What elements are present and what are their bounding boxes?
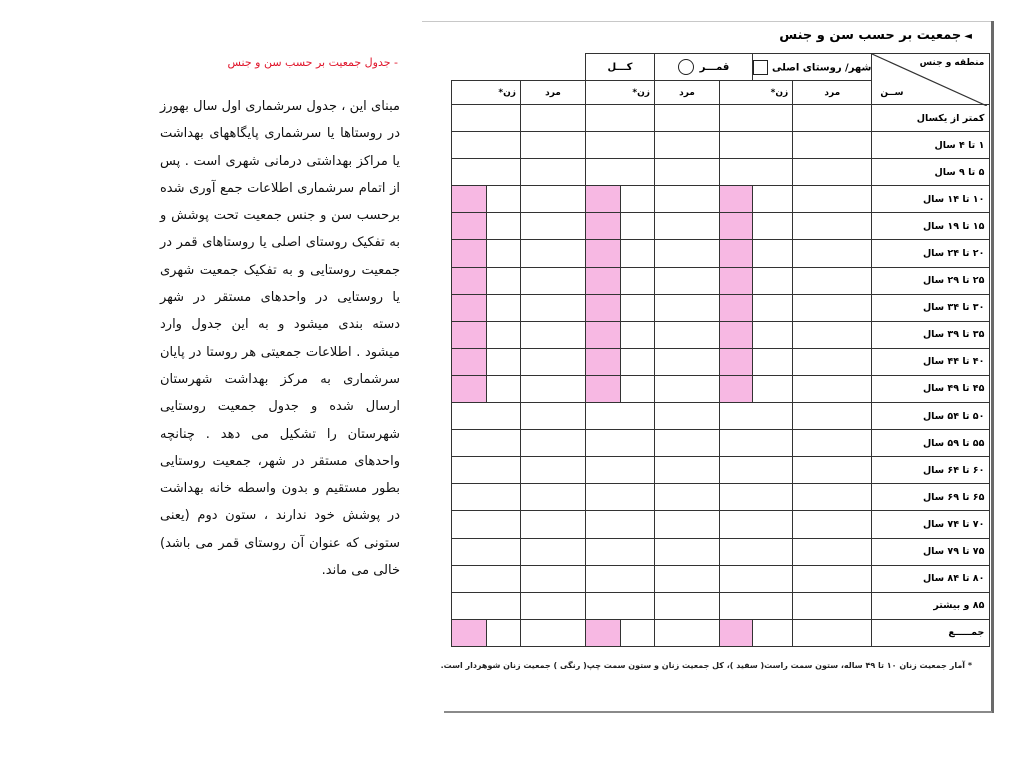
female-married-cell[interactable] xyxy=(720,240,753,267)
table-row xyxy=(452,403,990,430)
female-married-cell[interactable] xyxy=(586,213,621,240)
table-row xyxy=(452,457,990,484)
female-count-cell[interactable] xyxy=(452,403,521,430)
group-header-city-main-village xyxy=(753,54,872,81)
female-total-cell[interactable] xyxy=(620,294,655,321)
male-count-cell[interactable] xyxy=(521,348,586,375)
group-label-satellite: قمـــر xyxy=(699,62,730,73)
female-married-cell[interactable] xyxy=(720,375,753,402)
age-group-label: ۷۰ تا ۷۴ سال xyxy=(872,511,990,538)
male-count-cell[interactable] xyxy=(793,619,872,646)
male-count-cell[interactable] xyxy=(793,132,872,159)
female-married-cell[interactable] xyxy=(720,267,753,294)
population-table-wrap xyxy=(451,53,990,647)
male-header: مرد xyxy=(521,81,586,105)
table-row xyxy=(452,294,990,321)
male-count-cell[interactable] xyxy=(793,105,872,132)
form-right-edge xyxy=(991,21,994,713)
form-footnote: * آمار جمعیت زنان ۱۰ تا ۴۹ ساله، ستون سمت راست( سفید )، کل جمعیت زنان و ستون سمت چپ( رنگی ) جمعیت زنان شوهردار است. xyxy=(440,661,972,670)
male-count-cell[interactable] xyxy=(521,403,586,430)
table-row xyxy=(452,267,990,294)
age-group-label: ۷۵ تا ۷۹ سال xyxy=(872,538,990,565)
form-title xyxy=(779,28,972,43)
female-married-cell[interactable] xyxy=(720,294,753,321)
female-married-cell[interactable] xyxy=(452,321,487,348)
form-top-edge xyxy=(422,21,992,22)
female-count-cell[interactable] xyxy=(586,403,655,430)
triangle-marker-icon: ◄ xyxy=(964,31,972,42)
male-count-cell[interactable] xyxy=(521,484,586,511)
female-total-cell[interactable] xyxy=(753,267,793,294)
female-count-cell[interactable] xyxy=(586,538,655,565)
age-group-label: جمـــــع xyxy=(872,619,990,646)
female-total-cell[interactable] xyxy=(753,186,793,213)
female-total-cell[interactable] xyxy=(486,294,521,321)
population-table xyxy=(451,53,990,647)
male-count-cell[interactable] xyxy=(521,430,586,457)
female-married-cell[interactable] xyxy=(586,348,621,375)
male-count-cell[interactable] xyxy=(793,538,872,565)
female-married-cell[interactable] xyxy=(452,240,487,267)
female-total-cell[interactable] xyxy=(753,294,793,321)
male-count-cell[interactable] xyxy=(793,321,872,348)
female-count-cell[interactable] xyxy=(586,457,655,484)
male-count-cell[interactable] xyxy=(521,294,586,321)
male-count-cell[interactable] xyxy=(793,511,872,538)
female-count-cell[interactable] xyxy=(720,403,793,430)
corner-header-cell xyxy=(872,54,990,105)
male-count-cell[interactable] xyxy=(793,403,872,430)
female-married-cell[interactable] xyxy=(586,240,621,267)
male-count-cell[interactable] xyxy=(521,240,586,267)
male-count-cell[interactable] xyxy=(793,213,872,240)
age-group-label: ۴۵ تا ۴۹ سال xyxy=(872,375,990,402)
male-count-cell[interactable] xyxy=(793,375,872,402)
male-count-cell[interactable] xyxy=(655,105,720,132)
male-count-cell[interactable] xyxy=(655,565,720,592)
female-total-cell[interactable] xyxy=(753,375,793,402)
male-header: مرد xyxy=(655,81,720,105)
male-count-cell[interactable] xyxy=(655,348,720,375)
male-count-cell[interactable] xyxy=(521,186,586,213)
male-count-cell[interactable] xyxy=(793,565,872,592)
female-married-cell[interactable] xyxy=(452,267,487,294)
group-header-satellite xyxy=(655,54,753,81)
female-total-cell[interactable] xyxy=(753,213,793,240)
male-count-cell[interactable] xyxy=(793,240,872,267)
table-row xyxy=(452,565,990,592)
female-married-cell[interactable] xyxy=(452,186,487,213)
female-count-cell[interactable] xyxy=(452,132,521,159)
male-count-cell[interactable] xyxy=(793,592,872,619)
group-label-city-main-village: شهر/ روستای اصلی xyxy=(772,62,872,73)
female-total-cell[interactable] xyxy=(620,213,655,240)
male-count-cell[interactable] xyxy=(655,484,720,511)
female-count-cell[interactable] xyxy=(586,430,655,457)
male-header: مرد xyxy=(793,81,872,105)
female-married-cell[interactable] xyxy=(452,348,487,375)
male-count-cell[interactable] xyxy=(793,430,872,457)
male-count-cell[interactable] xyxy=(655,592,720,619)
circle-icon xyxy=(678,59,694,75)
table-row xyxy=(452,538,990,565)
male-count-cell[interactable] xyxy=(521,213,586,240)
table-row xyxy=(452,321,990,348)
female-count-cell[interactable] xyxy=(720,132,793,159)
female-total-cell[interactable] xyxy=(486,619,521,646)
slide-subtitle: - جدول جمعیت بر حسب سن و جنس xyxy=(227,56,398,69)
corner-label-region-sex: منطقه و جنس xyxy=(919,58,985,68)
male-count-cell[interactable] xyxy=(655,457,720,484)
age-group-label: ۱ تا ۴ سال xyxy=(872,132,990,159)
female-count-cell[interactable] xyxy=(452,538,521,565)
female-total-cell[interactable] xyxy=(620,186,655,213)
age-group-label: کمتر از یکسال xyxy=(872,105,990,132)
female-total-cell[interactable] xyxy=(486,348,521,375)
female-count-cell[interactable] xyxy=(720,457,793,484)
female-total-cell[interactable] xyxy=(486,375,521,402)
male-count-cell[interactable] xyxy=(521,565,586,592)
square-box-icon xyxy=(753,60,768,75)
table-row xyxy=(452,484,990,511)
table-row xyxy=(452,132,990,159)
female-count-cell[interactable] xyxy=(586,484,655,511)
age-group-label: ۱۵ تا ۱۹ سال xyxy=(872,213,990,240)
female-count-cell[interactable] xyxy=(720,538,793,565)
male-count-cell[interactable] xyxy=(655,375,720,402)
male-count-cell[interactable] xyxy=(521,592,586,619)
female-count-cell[interactable] xyxy=(452,159,521,186)
female-count-cell[interactable] xyxy=(452,430,521,457)
male-count-cell[interactable] xyxy=(655,159,720,186)
male-count-cell[interactable] xyxy=(521,511,586,538)
corner-label-age: ســن xyxy=(880,88,904,98)
male-count-cell[interactable] xyxy=(521,321,586,348)
group-header-total xyxy=(586,54,655,81)
female-married-cell[interactable] xyxy=(720,186,753,213)
male-count-cell[interactable] xyxy=(655,403,720,430)
female-count-cell[interactable] xyxy=(586,159,655,186)
female-count-cell[interactable] xyxy=(586,565,655,592)
female-count-cell[interactable] xyxy=(452,105,521,132)
female-married-cell[interactable] xyxy=(586,186,621,213)
female-count-cell[interactable] xyxy=(720,430,793,457)
age-group-label: ۸۰ تا ۸۴ سال xyxy=(872,565,990,592)
female-total-cell[interactable] xyxy=(620,375,655,402)
age-group-label: ۲۰ تا ۲۴ سال xyxy=(872,240,990,267)
female-count-cell[interactable] xyxy=(452,457,521,484)
age-group-label: ۲۵ تا ۲۹ سال xyxy=(872,267,990,294)
female-count-cell[interactable] xyxy=(720,159,793,186)
female-header: زن* xyxy=(452,81,521,105)
age-group-label: ۵۵ تا ۵۹ سال xyxy=(872,430,990,457)
table-row xyxy=(452,430,990,457)
male-count-cell[interactable] xyxy=(655,267,720,294)
female-count-cell[interactable] xyxy=(452,511,521,538)
male-count-cell[interactable] xyxy=(655,321,720,348)
female-married-cell[interactable] xyxy=(720,348,753,375)
female-total-cell[interactable] xyxy=(486,213,521,240)
group-label-total: کـــل xyxy=(607,61,633,73)
male-count-cell[interactable] xyxy=(655,294,720,321)
male-count-cell[interactable] xyxy=(521,619,586,646)
table-row xyxy=(452,348,990,375)
female-married-cell[interactable] xyxy=(720,619,753,646)
female-total-cell[interactable] xyxy=(620,348,655,375)
table-row xyxy=(452,240,990,267)
female-total-cell[interactable] xyxy=(486,240,521,267)
form-title-text: جمعیت بر حسب سن و جنس xyxy=(779,28,962,43)
female-count-cell[interactable] xyxy=(452,592,521,619)
age-group-label: ۶۵ تا ۶۹ سال xyxy=(872,484,990,511)
female-total-cell[interactable] xyxy=(620,619,655,646)
age-group-label: ۵ تا ۹ سال xyxy=(872,159,990,186)
female-married-cell[interactable] xyxy=(720,213,753,240)
female-header: زن* xyxy=(720,81,793,105)
male-count-cell[interactable] xyxy=(793,267,872,294)
female-total-cell[interactable] xyxy=(486,321,521,348)
female-married-cell[interactable] xyxy=(586,294,621,321)
form-bottom-edge xyxy=(444,711,992,713)
male-count-cell[interactable] xyxy=(793,457,872,484)
table-row xyxy=(452,619,990,646)
female-count-cell[interactable] xyxy=(586,132,655,159)
female-married-cell[interactable] xyxy=(586,267,621,294)
male-count-cell[interactable] xyxy=(521,267,586,294)
male-count-cell[interactable] xyxy=(655,186,720,213)
male-count-cell[interactable] xyxy=(521,159,586,186)
female-total-cell[interactable] xyxy=(753,619,793,646)
male-count-cell[interactable] xyxy=(793,186,872,213)
female-married-cell[interactable] xyxy=(586,619,621,646)
female-married-cell[interactable] xyxy=(452,213,487,240)
scanned-form xyxy=(422,21,994,721)
female-count-cell[interactable] xyxy=(720,511,793,538)
female-total-cell[interactable] xyxy=(620,240,655,267)
male-count-cell[interactable] xyxy=(655,132,720,159)
age-group-label: ۸۵ و بیشتر xyxy=(872,592,990,619)
table-row xyxy=(452,375,990,402)
female-count-cell[interactable] xyxy=(586,511,655,538)
age-group-label: ۳۵ تا ۳۹ سال xyxy=(872,321,990,348)
female-total-cell[interactable] xyxy=(620,321,655,348)
table-row xyxy=(452,213,990,240)
female-married-cell[interactable] xyxy=(586,375,621,402)
table-row xyxy=(452,186,990,213)
male-count-cell[interactable] xyxy=(655,619,720,646)
male-count-cell[interactable] xyxy=(655,511,720,538)
table-row xyxy=(452,105,990,132)
table-row xyxy=(452,592,990,619)
table-row xyxy=(452,511,990,538)
female-total-cell[interactable] xyxy=(753,348,793,375)
male-count-cell[interactable] xyxy=(655,538,720,565)
male-count-cell[interactable] xyxy=(655,430,720,457)
female-total-cell[interactable] xyxy=(620,267,655,294)
female-married-cell[interactable] xyxy=(452,294,487,321)
female-count-cell[interactable] xyxy=(586,592,655,619)
female-count-cell[interactable] xyxy=(720,484,793,511)
male-count-cell[interactable] xyxy=(655,240,720,267)
female-count-cell[interactable] xyxy=(452,484,521,511)
female-married-cell[interactable] xyxy=(452,619,487,646)
male-count-cell[interactable] xyxy=(521,132,586,159)
male-count-cell[interactable] xyxy=(793,159,872,186)
male-count-cell[interactable] xyxy=(521,375,586,402)
male-count-cell[interactable] xyxy=(521,457,586,484)
age-group-label: ۳۰ تا ۳۴ سال xyxy=(872,294,990,321)
female-count-cell[interactable] xyxy=(452,565,521,592)
male-count-cell[interactable] xyxy=(793,484,872,511)
female-count-cell[interactable] xyxy=(720,565,793,592)
male-count-cell[interactable] xyxy=(655,213,720,240)
male-count-cell[interactable] xyxy=(793,294,872,321)
male-count-cell[interactable] xyxy=(521,538,586,565)
female-count-cell[interactable] xyxy=(586,105,655,132)
female-total-cell[interactable] xyxy=(486,267,521,294)
female-married-cell[interactable] xyxy=(452,375,487,402)
female-total-cell[interactable] xyxy=(486,186,521,213)
female-total-cell[interactable] xyxy=(753,321,793,348)
female-married-cell[interactable] xyxy=(720,321,753,348)
body-paragraph: مبنای این ، جدول سرشماری اول سال بهورز در روستاها یا سرشماری پایگاههای بهداشت یا مراکز بهداشتی درمانی شهری است . پس از اتمام سرشماری اطلاعات جمع آوری شده برحسب سن و جنس جمعیت تحت پوشش و به تفکیک روستای اصلی یا روستاهای قمر در جمعیت روستایی و به تفکیک جمعیت شهری یا روستایی در واحدهای مستقر در شهر دسته بندی میشود و به این جدول وارد میشود . اطلاعات جمعیتی هر روستا در پایان سرشماری به مرکز بهداشت شهرستان ارسال شده و جدول جمعیت روستایی شهرستان را تشکیل می دهد . چنانچه واحدهای مستقر در شهر، جمعیت روستایی بطور مستقیم و بدون واسطه خانه بهداشت در پوشش خود ندارند ، ستون دوم (یعنی ستونی که عنوان آن روستای قمر می باشد) خالی می ماند. xyxy=(160,99,400,579)
male-count-cell[interactable] xyxy=(521,105,586,132)
age-group-label: ۴۰ تا ۴۴ سال xyxy=(872,348,990,375)
female-married-cell[interactable] xyxy=(586,321,621,348)
female-count-cell[interactable] xyxy=(720,105,793,132)
female-count-cell[interactable] xyxy=(720,592,793,619)
age-group-label: ۵۰ تا ۵۴ سال xyxy=(872,403,990,430)
table-row xyxy=(452,159,990,186)
female-total-cell[interactable] xyxy=(753,240,793,267)
age-group-label: ۶۰ تا ۶۴ سال xyxy=(872,457,990,484)
table-header-row xyxy=(452,54,990,81)
age-group-label: ۱۰ تا ۱۴ سال xyxy=(872,186,990,213)
female-header: زن* xyxy=(586,81,655,105)
male-count-cell[interactable] xyxy=(793,348,872,375)
